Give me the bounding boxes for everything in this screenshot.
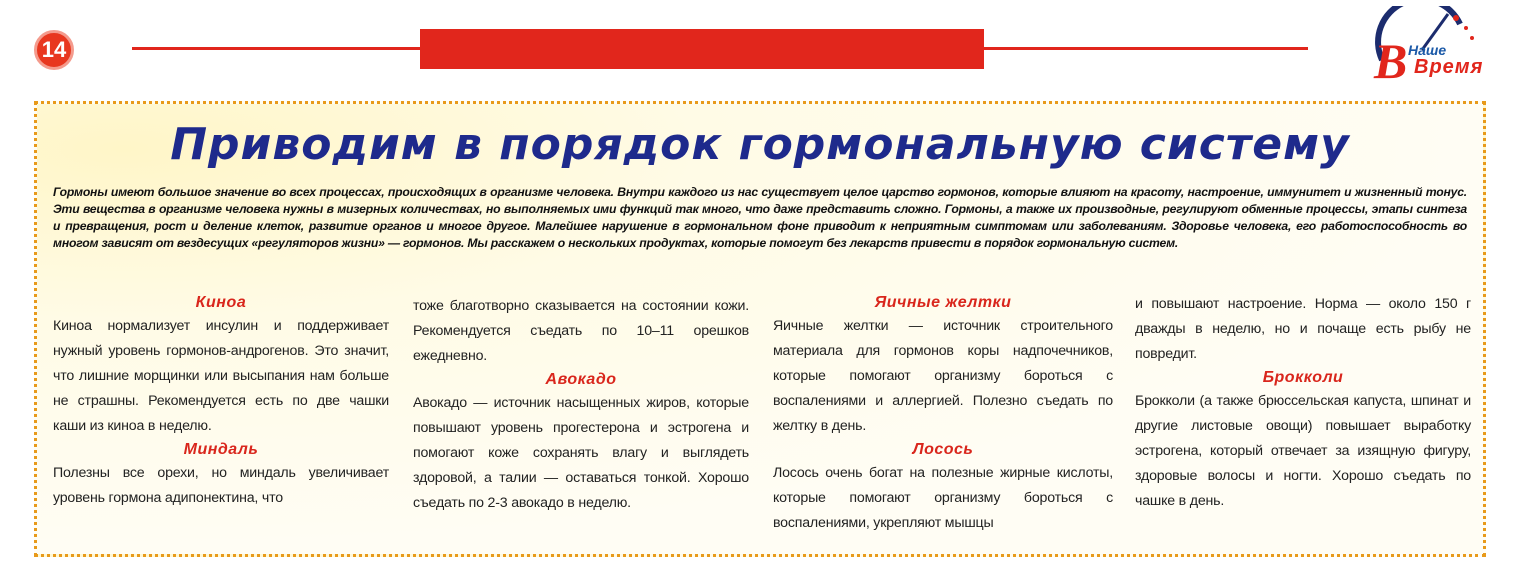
section-heading-kinoa: Киноа [195, 294, 247, 311]
section-text-avokado: Авокадо — источник насыщенных жиров, которые повышают уровень прогестерона и эстрогена и помогают коже сохранять влагу и выглядеть здоровой, а талии — оставаться тонкой. Хорошо съедать по 2-3 авокадо в неделю. [413, 395, 749, 511]
section-text-losos: Лосось очень богат на полезные жирные кислоты, которые помогают организму бороться с воспалениями, укрепляют мышцы [773, 465, 1113, 531]
section-text-losos-continued: и повышают настроение. Норма — около 150 г дважды в неделю, но и почаще есть рыбу не повредит. [1135, 296, 1471, 362]
newspaper-logo [1368, 6, 1486, 89]
section-text-brokkoli: Брокколи (а также брюссельская капуста, шпинат и другие листовые овощи) повышает выработку эстрогена, который отвечает за изящную фигуру, здоровые волосы и ногти. Хорошо съедать по чашке в день. [1135, 393, 1471, 509]
column-4 [1135, 296, 1471, 514]
section-heading-brokkoli: Брокколи [1262, 369, 1344, 386]
section-text-zheltki: Яичные желтки — источник строительного материала для гормонов коры надпочечников, которые помогают организму бороться с воспалениями и аллергией. Полезно съедать по желтку в день. [773, 318, 1113, 434]
column-2 [413, 294, 749, 516]
column-3 [773, 292, 1113, 536]
column-1 [53, 292, 389, 511]
section-heading-avokado: Авокадо [545, 371, 617, 388]
header-red-bar [420, 29, 984, 69]
article-intro: Гормоны имеют большое значение во всех процессах, происходящих в организме человека. Внутри каждого из нас существует целое царство гормонов, которые влияют на красоту, настроение, иммунитет и жизненный тонус. Эти вещества в организме человека нужны в мизерных количествах, но выполняемых ими функций так много, что даже представить сложно. Гормоны, а также их производные, регулируют обменные процессы, этапы синтеза и превращения, рост и деление клеток, развитие органов и многое другое. Малейшее нарушение в гормональном фоне приводит к неприятным симптомам или заболеваниям. Здоровье человека, его работоспособность во многом зависят от вездесущих «регуляторов жизни» — гормонов. Мы расскажем о нескольких продуктах, которые помогут без лекарств привести в порядок гормональную систем. [53, 185, 1467, 250]
logo-word-nashe: Наше [1408, 42, 1447, 58]
section-text-kinoa: Киноа нормализует инсулин и поддерживает нужный уровень гормонов-андрогенов. Это значит, что лишние морщинки или высыпания нам больше не страшны. Рекомендуется есть по две чашки каши из киноа в неделю. [53, 318, 389, 434]
section-text-mindal-continued: тоже благотворно сказывается на состоянии кожи. Рекомендуется съедать по 10–11 орешков ежедневно. [413, 298, 749, 364]
article-panel [34, 101, 1486, 557]
section-text-mindal: Полезны все орехи, но миндаль увеличивает уровень гормона адипонектина, что [53, 465, 389, 506]
section-heading-zheltki: Яичные желтки [874, 294, 1012, 311]
article-title: Приводим в порядок гормональную систему [170, 119, 1350, 170]
logo-letter: В [1374, 33, 1408, 89]
section-heading-mindal: Миндаль [183, 441, 259, 458]
page-number-badge: 14 [34, 30, 74, 70]
section-heading-losos: Лосось [912, 441, 974, 458]
logo-word-vremya: Время [1414, 56, 1484, 78]
